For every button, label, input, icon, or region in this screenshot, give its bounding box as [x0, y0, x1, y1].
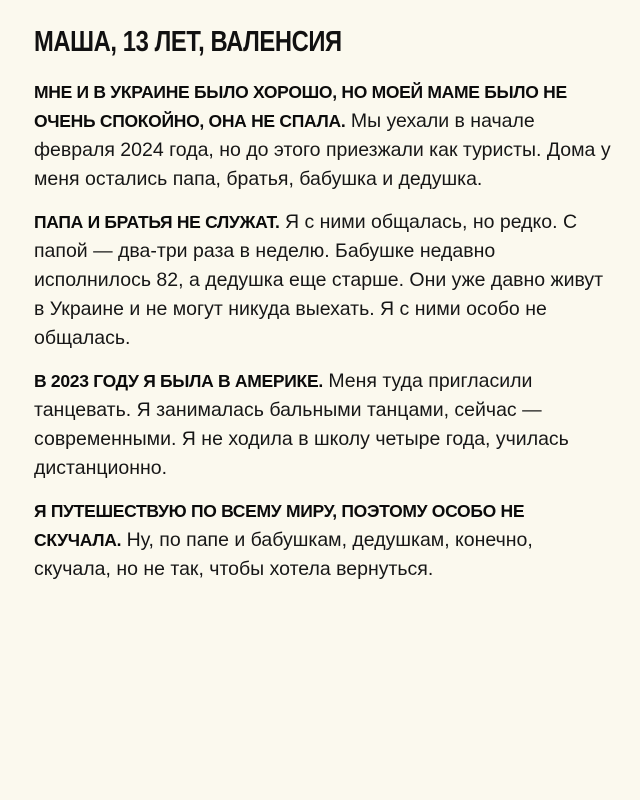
- paragraph-4-text: Ну, по папе и бабушкам, дедушкам, конечно, скучала, но не так, чтобы хотела вернуться.: [34, 529, 533, 580]
- paragraph-3: [34, 367, 612, 483]
- paragraph-1-lead: МНЕ И В УКРАИНЕ БЫЛО ХОРОШО, НО МОЕЙ МАМЕ БЫЛО НЕ ОЧЕНЬ СПОКОЙНО, ОНА НЕ СПАЛА.: [34, 82, 567, 131]
- paragraph-1: [34, 78, 612, 194]
- story-title: МАША, 13 ЛЕТ, ВАЛЕНСИЯ: [34, 26, 342, 58]
- paragraph-4: [34, 497, 612, 584]
- paragraph-3-text: Меня туда пригласили танцевать. Я занималась бальными танцами, сейчас — современными. Я не ходила в школу четыре года, училась дистанционно.: [34, 370, 569, 479]
- paragraph-2-text: Я с ними общалась, но редко. С папой — два-три раза в неделю. Бабушке недавно исполнилось 82, а дедушка еще старше. Они уже давно живут в Украине и не могут никуда выехать. Я с ними особо не общалась.: [34, 211, 604, 349]
- paragraph-4-lead: Я ПУТЕШЕСТВУЮ ПО ВСЕМУ МИРУ, ПОЭТОМУ ОСОБО НЕ СКУЧАЛА.: [34, 501, 525, 550]
- paragraph-2-lead: ПАПА И БРАТЬЯ НЕ СЛУЖАТ.: [34, 212, 280, 232]
- paragraph-2: [34, 208, 612, 353]
- paragraph-1-text: Мы уехали в начале февраля 2024 года, но до этого приезжали как туристы. Дома у меня остались папа, братья, бабушка и дедушка.: [34, 110, 611, 190]
- paragraph-3-lead: В 2023 ГОДУ Я БЫЛА В АМЕРИКЕ.: [34, 371, 323, 391]
